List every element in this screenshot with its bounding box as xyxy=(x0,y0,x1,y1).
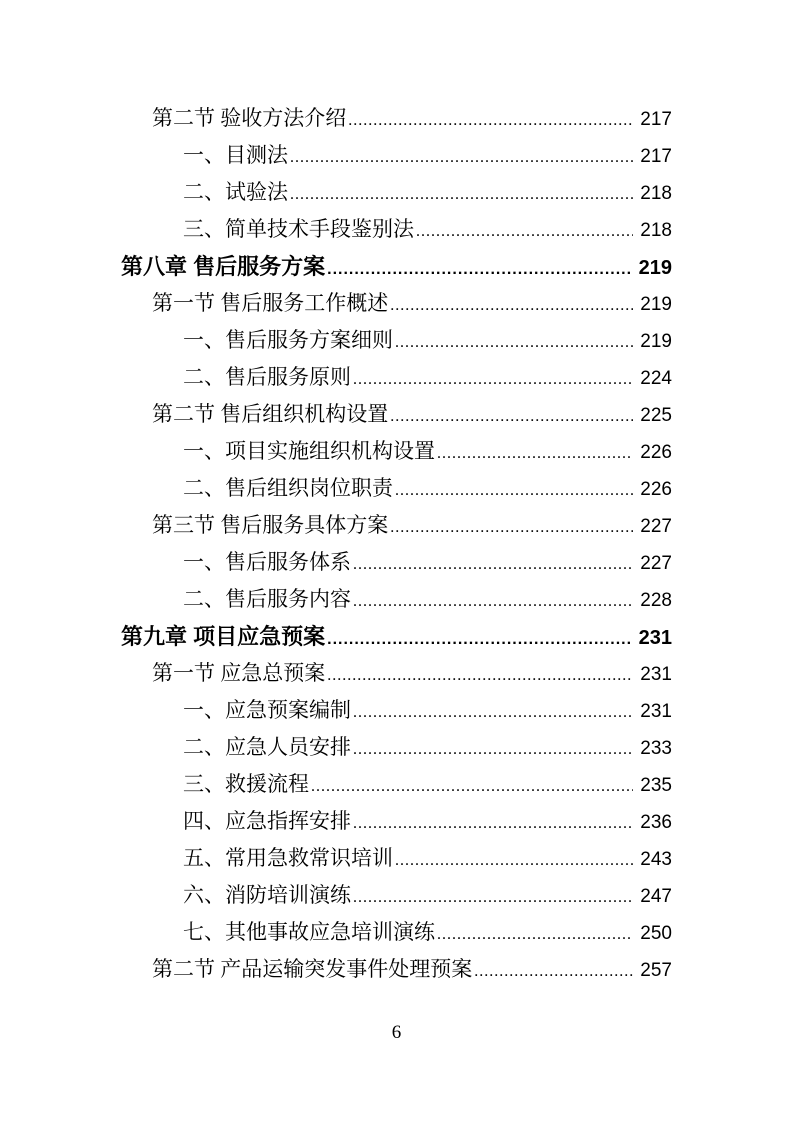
toc-leader-dots xyxy=(353,879,633,916)
toc-entry[interactable] xyxy=(121,840,672,877)
toc-entry[interactable] xyxy=(121,248,672,285)
toc-entry-label: 一、项目实施组织机构设置 xyxy=(183,439,435,463)
toc-entry-label: 三、简单技术手段鉴别法 xyxy=(183,217,414,241)
toc-entry-page: 226 xyxy=(640,442,672,463)
toc-leader-dots xyxy=(437,435,633,472)
toc-leader-dots xyxy=(474,953,633,990)
toc-entry-label: 第三节 售后服务具体方案 xyxy=(152,513,389,537)
toc-entry-label: 二、售后组织岗位职责 xyxy=(183,476,393,500)
toc-leader-dots xyxy=(353,583,633,620)
toc-leader-dots xyxy=(390,509,633,546)
toc-leader-dots xyxy=(416,213,633,250)
toc-leader-dots xyxy=(390,287,633,324)
toc-leader-dots xyxy=(327,251,633,288)
toc-entry[interactable] xyxy=(121,766,672,803)
toc-entry[interactable] xyxy=(121,470,672,507)
toc-entry[interactable] xyxy=(121,396,672,433)
toc-entry-page: 219 xyxy=(638,257,672,279)
toc-entry-page: 233 xyxy=(640,738,672,759)
toc-leader-dots xyxy=(353,694,633,731)
toc-entry[interactable] xyxy=(121,285,672,322)
toc-entry-page: 224 xyxy=(640,368,672,389)
toc-entry-page: 231 xyxy=(640,701,672,722)
toc-entry-page: 243 xyxy=(640,849,672,870)
toc-leader-dots xyxy=(290,176,633,213)
toc-entry-label: 第八章 售后服务方案 xyxy=(121,254,326,279)
table-of-contents xyxy=(121,100,672,988)
toc-leader-dots xyxy=(395,472,633,509)
toc-entry[interactable] xyxy=(121,174,672,211)
toc-entry[interactable] xyxy=(121,507,672,544)
toc-entry[interactable] xyxy=(121,544,672,581)
toc-entry-label: 第二节 售后组织机构设置 xyxy=(152,402,389,426)
toc-leader-dots xyxy=(395,842,633,879)
toc-entry-label: 一、应急预案编制 xyxy=(183,698,351,722)
toc-leader-dots xyxy=(348,102,633,139)
toc-entry-page: 227 xyxy=(640,516,672,537)
toc-entry[interactable] xyxy=(121,803,672,840)
toc-entry[interactable] xyxy=(121,211,672,248)
toc-entry-page: 218 xyxy=(640,183,672,204)
toc-leader-dots xyxy=(353,546,633,583)
toc-entry-label: 二、售后服务内容 xyxy=(183,587,351,611)
toc-entry-page: 217 xyxy=(640,146,672,167)
toc-entry-page: 227 xyxy=(640,553,672,574)
toc-entry-page: 219 xyxy=(640,294,672,315)
toc-entry[interactable] xyxy=(121,137,672,174)
toc-entry-page: 250 xyxy=(640,923,672,944)
toc-entry[interactable] xyxy=(121,951,672,988)
toc-entry-label: 五、常用急救常识培训 xyxy=(183,846,393,870)
toc-leader-dots xyxy=(353,731,633,768)
toc-entry-page: 247 xyxy=(640,886,672,907)
toc-leader-dots xyxy=(390,398,633,435)
toc-entry-label: 第九章 项目应急预案 xyxy=(121,624,326,649)
toc-entry[interactable] xyxy=(121,322,672,359)
toc-entry-page: 228 xyxy=(640,590,672,611)
toc-entry-page: 217 xyxy=(640,109,672,130)
toc-leader-dots xyxy=(327,657,633,694)
toc-entry-page: 225 xyxy=(640,405,672,426)
toc-leader-dots xyxy=(353,361,633,398)
footer-page-number: 6 xyxy=(391,1022,402,1043)
toc-entry-page: 235 xyxy=(640,775,672,796)
toc-entry[interactable] xyxy=(121,655,672,692)
toc-leader-dots xyxy=(395,324,633,361)
toc-entry-label: 第一节 售后服务工作概述 xyxy=(152,291,389,315)
toc-entry-label: 六、消防培训演练 xyxy=(183,883,351,907)
toc-leader-dots xyxy=(290,139,633,176)
toc-entry-label: 第二节 产品运输突发事件处理预案 xyxy=(152,957,473,981)
toc-entry-label: 七、其他事故应急培训演练 xyxy=(183,920,435,944)
toc-entry[interactable] xyxy=(121,359,672,396)
toc-entry-page: 231 xyxy=(638,627,672,649)
toc-entry-label: 第一节 应急总预案 xyxy=(152,661,326,685)
toc-entry-label: 二、试验法 xyxy=(183,180,288,204)
toc-entry-label: 二、应急人员安排 xyxy=(183,735,351,759)
toc-entry[interactable] xyxy=(121,433,672,470)
toc-entry-label: 二、售后服务原则 xyxy=(183,365,351,389)
toc-entry[interactable] xyxy=(121,914,672,951)
toc-entry-label: 三、救援流程 xyxy=(183,772,309,796)
toc-leader-dots xyxy=(353,805,633,842)
toc-entry[interactable] xyxy=(121,581,672,618)
toc-entry-page: 218 xyxy=(640,220,672,241)
toc-entry[interactable] xyxy=(121,692,672,729)
toc-leader-dots xyxy=(327,621,633,658)
toc-entry-page: 226 xyxy=(640,479,672,500)
toc-leader-dots xyxy=(311,768,633,805)
toc-entry-label: 一、售后服务体系 xyxy=(183,550,351,574)
toc-entry[interactable] xyxy=(121,729,672,766)
toc-entry-label: 四、应急指挥安排 xyxy=(183,809,351,833)
toc-leader-dots xyxy=(437,916,633,953)
toc-entry[interactable] xyxy=(121,100,672,137)
toc-entry-label: 一、目测法 xyxy=(183,143,288,167)
toc-entry-page: 236 xyxy=(640,812,672,833)
toc-entry-page: 257 xyxy=(640,960,672,981)
toc-entry-label: 一、售后服务方案细则 xyxy=(183,328,393,352)
toc-entry-page: 219 xyxy=(640,331,672,352)
toc-entry-label: 第二节 验收方法介绍 xyxy=(152,106,347,130)
toc-entry[interactable] xyxy=(121,877,672,914)
toc-entry-page: 231 xyxy=(640,664,672,685)
toc-entry[interactable] xyxy=(121,618,672,655)
